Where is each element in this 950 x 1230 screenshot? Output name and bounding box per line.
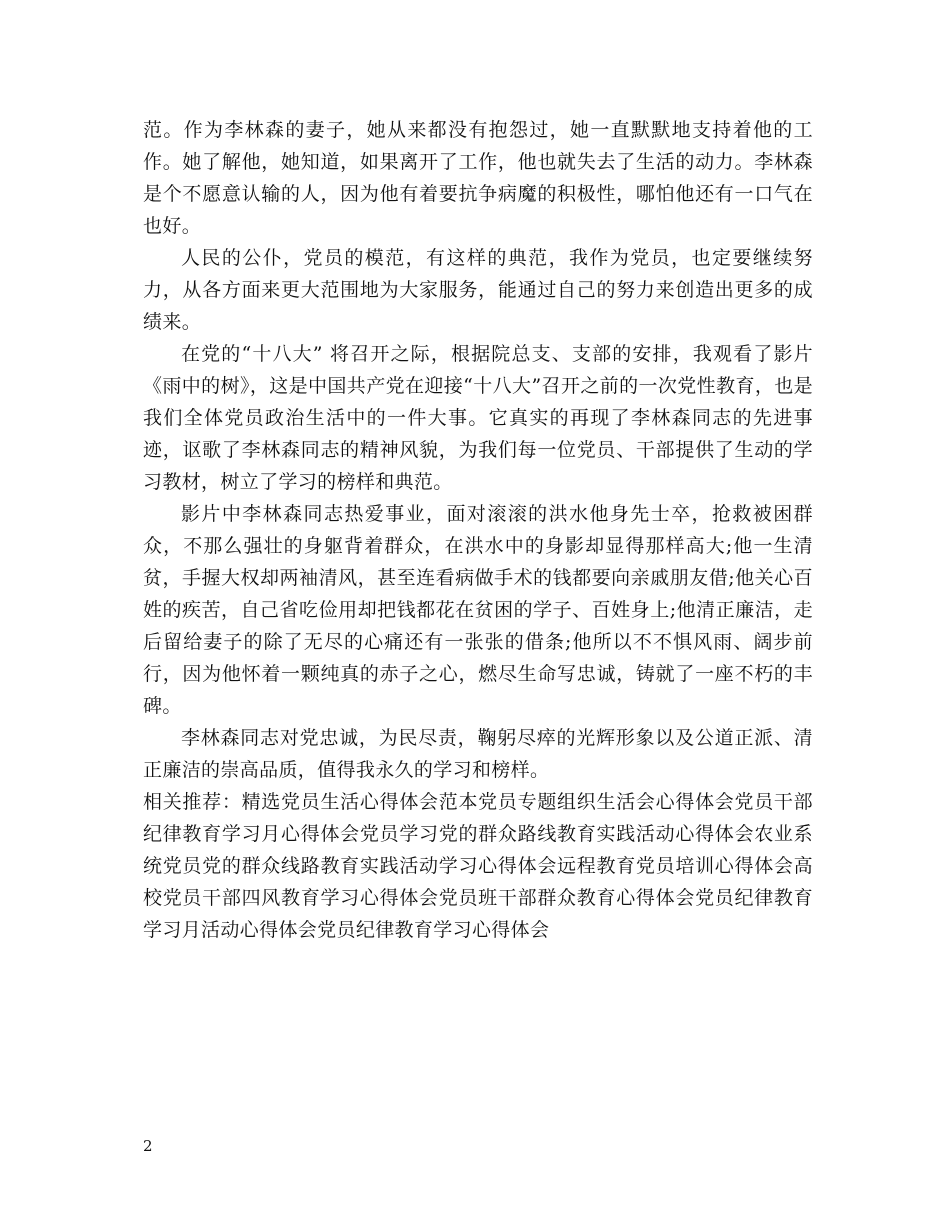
related-recommendations: 相关推荐：精选党员生活心得体会范本党员专题组织生活会心得体会党员干部纪律教育学习月心得体会党员学习党的群众路线教育实践活动心得体会农业系统党员党的群众线路教育实践活动学习心得体会远程教育党员培训心得体会高校党员干部四风教育学习心得体会党员班干部群众教育心得体会党员纪律教育学习月活动心得体会党员纪律教育学习心得体会 bbox=[143, 791, 813, 941]
document-body bbox=[143, 114, 813, 946]
paragraph-2: 人民的公仆，党员的模范，有这样的典范，我作为党员，也定要继续努力，从各方面来更大范围地为大家服务，能通过自己的努力来创造出更多的成绩来。 bbox=[143, 247, 813, 333]
page-number: 2 bbox=[143, 1137, 153, 1155]
paragraph-4: 影片中李林森同志热爱事业，面对滚滚的洪水他身先士卒，抢救被困群众，不那么强壮的身躯背着群众，在洪水中的身影却显得那样高大;他一生清贫，手握大权却两袖清风，甚至连看病做手术的钱都要向亲戚朋友借;他关心百姓的疾苦，自己省吃俭用却把钱都花在贫困的学子、百姓身上;他清正廉洁，走后留给妻子的除了无尽的心痛还有一张张的借条;他所以不不惧风雨、阔步前行，因为他怀着一颗纯真的赤子之心，燃尽生命写忠诚，铸就了一座不朽的丰碑。 bbox=[143, 503, 813, 717]
paragraph-1: 范。作为李林森的妻子，她从来都没有抱怨过，她一直默默地支持着他的工作。她了解他，她知道，如果离开了工作，他也就失去了生活的动力。李林森是个不愿意认输的人，因为他有着要抗争病魔的积极性，哪怕他还有一口气在也好。 bbox=[143, 119, 813, 237]
paragraph-5: 李林森同志对党忠诚，为民尽责，鞠躬尽瘁的光辉形象以及公道正派、清正廉洁的崇高品质，值得我永久的学习和榜样。 bbox=[143, 727, 813, 781]
paragraph-3: 在党的“十八大” 将召开之际，根据院总支、支部的安排，我观看了影片《雨中的树》，这是中国共产党在迎接“十八大”召开之前的一次党性教育，也是我们全体党员政治生活中的一件大事。它真实的再现了李林森同志的先进事迹，讴歌了李林森同志的精神风貌，为我们每一位党员、干部提供了生动的学习教材，树立了学习的榜样和典范。 bbox=[143, 343, 813, 493]
